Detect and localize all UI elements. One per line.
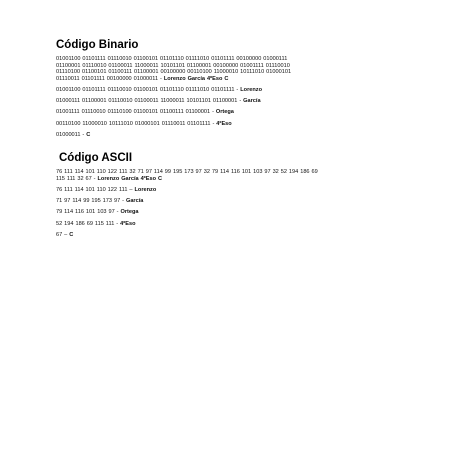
ascii-codes: 76 111 114 101 110 122 111 – <box>56 187 135 194</box>
binary-label: Lorenzo García 4ºEso C <box>163 75 229 82</box>
ascii-item <box>56 221 396 228</box>
binary-item <box>56 87 396 94</box>
binary-full-line: 01001100 01101111 01110010 01100101 01101110 01111010 01101111 00100000 01000111 <box>56 56 288 62</box>
binary-full-text <box>56 56 396 82</box>
ascii-codes: 115 111 32 67 - <box>56 175 98 182</box>
binary-label: Ortega <box>215 109 234 116</box>
ascii-codes: 71 97 114 99 195 173 97 - <box>56 198 126 205</box>
ascii-full-text <box>56 169 396 182</box>
ascii-label: Lorenzo García 4ºEso C <box>97 175 162 182</box>
binary-full-line: 01110100 01100101 01100111 01100001 00100000 00110100 11000010 10111010 01000101 <box>56 69 292 76</box>
binary-codes: 01001111 01110010 01110100 01100101 01100111 01100001 - <box>56 109 216 116</box>
ascii-full-line: 76 111 114 101 110 122 111 32 71 97 114 99 195 173 97 32 79 114 116 101 103 97 32 52 194 186 69 <box>56 169 318 176</box>
ascii-codes: 79 114 116 101 103 97 - <box>56 209 121 216</box>
ascii-full-line <box>56 176 396 183</box>
binary-label: 4ºEso <box>216 120 232 127</box>
binary-label: García <box>243 98 261 105</box>
ascii-label: García <box>125 198 144 205</box>
ascii-codes: 67 – <box>56 231 70 238</box>
ascii-item <box>56 198 396 205</box>
binary-item <box>56 121 396 128</box>
binary-item <box>56 109 396 116</box>
binary-codes: 01000011 - <box>56 131 87 138</box>
ascii-codes: 52 194 186 69 115 111 - <box>56 220 121 227</box>
ascii-label: Lorenzo <box>134 187 157 194</box>
binary-label: C <box>86 131 91 138</box>
ascii-item <box>56 209 396 216</box>
ascii-item <box>56 232 396 239</box>
binary-codes: 00110100 11000010 10111010 01000101 01110011 01101111 - <box>56 120 217 127</box>
binary-codes: 01110011 01101111 00100000 01000011 - <box>56 75 164 82</box>
ascii-item <box>56 187 396 194</box>
binary-codes: 01001100 01101111 01110010 01100101 01101110 01111010 01101111 - <box>56 86 241 93</box>
ascii-heading: Código ASCII <box>59 152 133 165</box>
binary-label: Lorenzo <box>240 86 262 93</box>
binary-full-line <box>56 76 396 83</box>
ascii-label: Ortega <box>120 209 139 216</box>
binary-heading: Código Binario <box>56 39 139 51</box>
ascii-label: 4ºEso <box>120 220 136 227</box>
document-page <box>56 38 396 238</box>
binary-codes: 01000111 01100001 01110010 01100011 11000011 10101101 01100001 - <box>56 98 244 105</box>
binary-item <box>56 132 396 139</box>
ascii-label: C <box>69 231 74 238</box>
binary-item <box>56 98 396 105</box>
binary-full-line: 01100001 01110010 01100011 11000011 10101101 01100001 00100000 01001111 01110010 <box>56 62 290 69</box>
